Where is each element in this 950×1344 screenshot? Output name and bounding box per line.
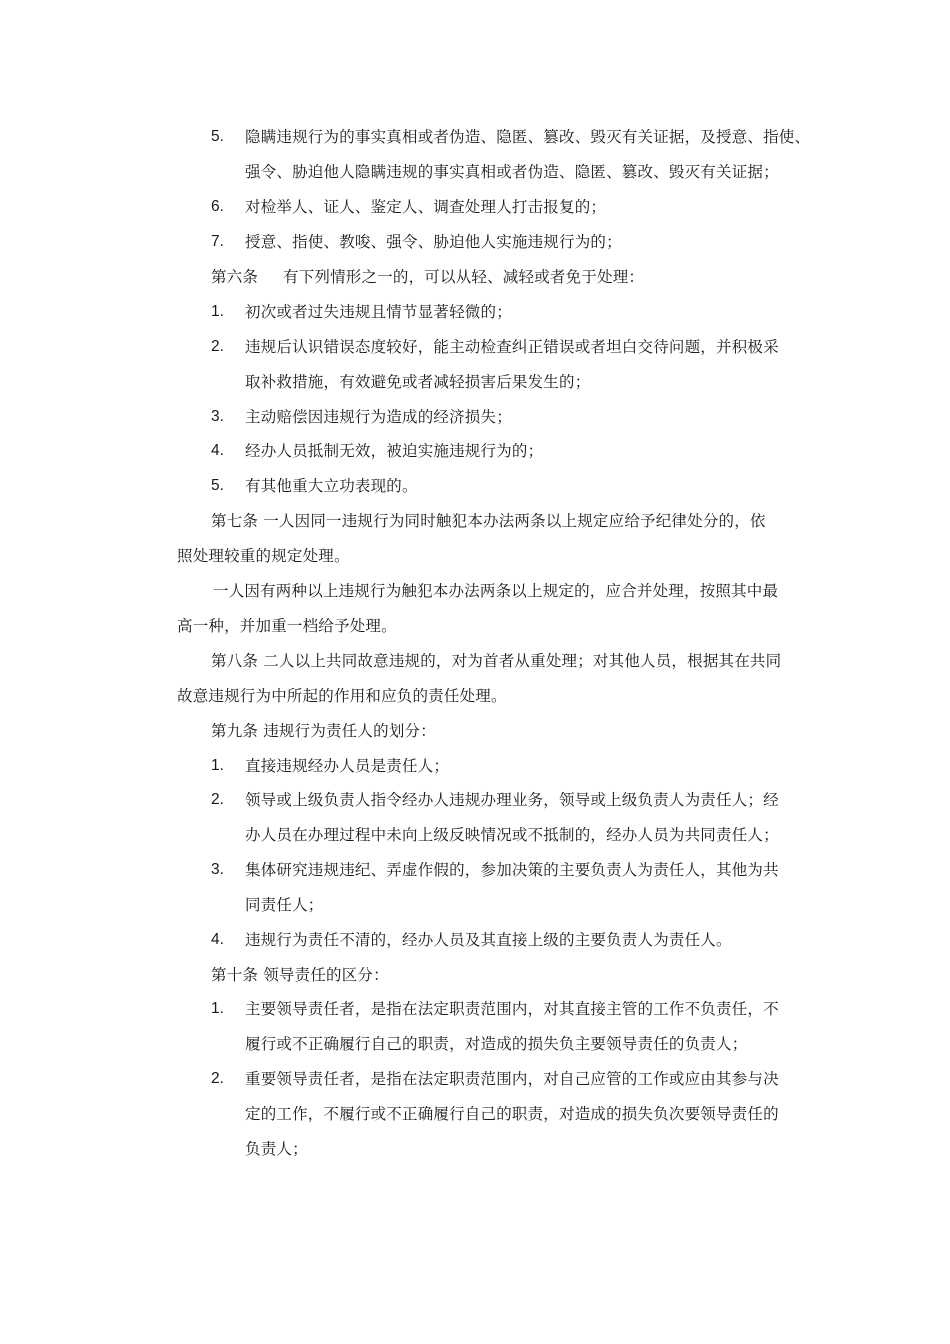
- article-text: 有下列情形之一的，可以从轻、减轻或者免于处理：: [283, 268, 645, 286]
- list-number: 4.: [211, 442, 224, 459]
- list-item-text: 负责人；: [245, 1140, 308, 1158]
- list-item-text: 强令、胁迫他人隐瞒违规的事实真相或者伪造、隐匿、篡改、毁灭有关证据；: [245, 163, 779, 181]
- list-item-text: 领导或上级负责人指令经办人违规办理业务，领导或上级负责人为责任人；经: [245, 791, 779, 809]
- list-item-text: 主动赔偿因违规行为造成的经济损失；: [245, 408, 512, 426]
- list-number: 1.: [211, 1000, 224, 1017]
- list-item-text: 同责任人；: [245, 896, 324, 914]
- article-text: 第七条 一人因同一违规行为同时触犯本办法两条以上规定应给予纪律处分的，依: [211, 512, 766, 530]
- list-item-text: 办人员在办理过程中未向上级反映情况或不抵制的，经办人员为共同责任人；: [245, 826, 779, 844]
- list-item-text: 违规行为责任不清的，经办人员及其直接上级的主要负责人为责任人。: [245, 931, 732, 949]
- list-number: 1.: [211, 303, 224, 320]
- list-item-text: 违规后认识错误态度较好，能主动检查纠正错误或者坦白交待问题，并积极采: [245, 338, 779, 356]
- article-text: 故意违规行为中所起的作用和应负的责任处理。: [177, 687, 507, 705]
- list-item-text: 初次或者过失违规且情节显著轻微的；: [245, 303, 512, 321]
- list-item-text: 授意、指使、教唆、强令、胁迫他人实施违规行为的；: [245, 233, 622, 251]
- list-number: 1.: [211, 757, 224, 774]
- list-item-text: 有其他重大立功表现的。: [245, 477, 418, 495]
- list-item-text: 集体研究违规违纪、弄虚作假的，参加决策的主要负责人为责任人，其他为共: [245, 861, 779, 879]
- list-item-text: 隐瞒违规行为的事实真相或者伪造、隐匿、篡改、毁灭有关证据，及授意、指使、: [245, 128, 811, 146]
- list-item-text: 定的工作，不履行或不正确履行自己的职责，对造成的损失负次要领导责任的: [245, 1105, 779, 1123]
- list-number: 7.: [211, 233, 224, 250]
- list-item-text: 履行或不正确履行自己的职责，对造成的损失负主要领导责任的负责人；: [245, 1035, 748, 1053]
- list-number: 6.: [211, 198, 224, 215]
- list-item-text: 主要领导责任者，是指在法定职责范围内，对其直接主管的工作不负责任，不: [245, 1000, 779, 1018]
- list-item-text: 对检举人、证人、鉴定人、调查处理人打击报复的；: [245, 198, 607, 216]
- list-item-text: 取补救措施，有效避免或者减轻损害后果发生的；: [245, 373, 591, 391]
- article-heading: 第九条 违规行为责任人的划分：: [211, 722, 436, 740]
- article-text: 高一种，并加重一档给予处理。: [177, 617, 397, 635]
- list-number: 2.: [211, 1070, 224, 1087]
- list-number: 4.: [211, 931, 224, 948]
- article-text: 第八条 二人以上共同故意违规的，对为首者从重处理；对其他人员，根据其在共同: [211, 652, 782, 670]
- list-number: 2.: [211, 338, 224, 355]
- list-number: 2.: [211, 791, 224, 808]
- article-text: 照处理较重的规定处理。: [177, 547, 350, 565]
- list-item-text: 直接违规经办人员是责任人；: [245, 757, 450, 775]
- article-heading: 第十条 领导责任的区分：: [211, 966, 389, 984]
- article-heading: 第六条: [211, 268, 259, 286]
- list-item-text: 经办人员抵制无效，被迫实施违规行为的；: [245, 442, 544, 460]
- list-number: 3.: [211, 408, 224, 425]
- list-number: 3.: [211, 861, 224, 878]
- article-text: 一人因有两种以上违规行为触犯本办法两条以上规定的，应合并处理，按照其中最: [213, 582, 779, 600]
- list-number: 5.: [211, 477, 224, 494]
- list-number: 5.: [211, 128, 224, 145]
- list-item-text: 重要领导责任者，是指在法定职责范围内，对自己应管的工作或应由其参与决: [245, 1070, 779, 1088]
